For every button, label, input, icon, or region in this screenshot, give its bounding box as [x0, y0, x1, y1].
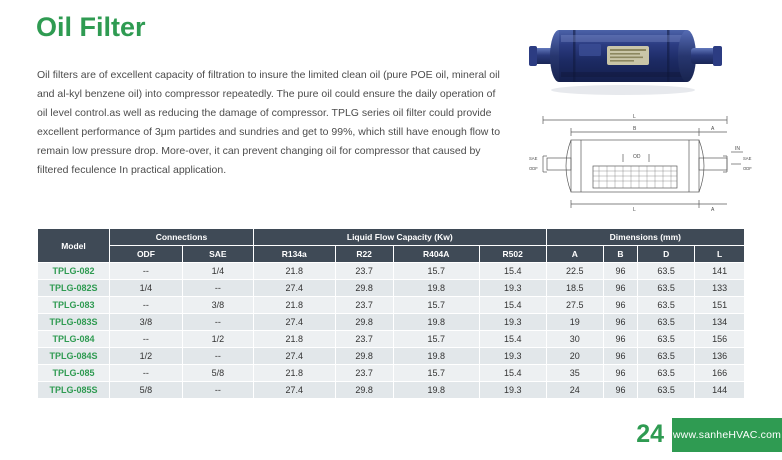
- dim-label-odf-left: ODF: [529, 166, 538, 171]
- table-row: [38, 365, 745, 382]
- cell-r502: 15.4: [479, 263, 546, 280]
- cell-dim-a: 24: [546, 382, 603, 399]
- cell-dim-d: 63.5: [638, 382, 695, 399]
- cell-r22: 23.7: [335, 297, 393, 314]
- header-odf: ODF: [110, 246, 183, 263]
- cell-sae: 5/8: [182, 365, 253, 382]
- header-dim-d: D: [638, 246, 695, 263]
- table-row: [38, 331, 745, 348]
- cell-r22: 23.7: [335, 263, 393, 280]
- cell-dim-d: 63.5: [638, 365, 695, 382]
- table-row: [38, 314, 745, 331]
- cell-dim-l: 133: [695, 280, 745, 297]
- cell-dim-a: 27.5: [546, 297, 603, 314]
- cell-r22: 29.8: [335, 348, 393, 365]
- dim-label-a-right: A: [711, 126, 715, 132]
- table-row: [38, 348, 745, 365]
- dim-label-l-bottom: L: [633, 207, 636, 213]
- cell-dim-b: 96: [603, 280, 637, 297]
- page-number: 24: [636, 420, 664, 448]
- header-dim-b: B: [603, 246, 637, 263]
- page-footer: [0, 406, 782, 460]
- cell-r502: 15.4: [479, 297, 546, 314]
- product-photo: [515, 4, 763, 108]
- cell-r134a: 21.8: [253, 297, 335, 314]
- header-liquid-flow-capacity: Liquid Flow Capacity (Kw): [253, 229, 546, 246]
- cell-r404a: 19.8: [393, 314, 479, 331]
- cell-dim-b: 96: [603, 297, 637, 314]
- cell-dim-l: 166: [695, 365, 745, 382]
- cell-dim-a: 18.5: [546, 280, 603, 297]
- cell-r404a: 19.8: [393, 348, 479, 365]
- table-row: [38, 263, 745, 280]
- cell-model: TPLG-084S: [38, 348, 110, 365]
- cell-sae: 1/2: [182, 331, 253, 348]
- cell-dim-l: 144: [695, 382, 745, 399]
- cell-dim-l: 141: [695, 263, 745, 280]
- cell-dim-b: 96: [603, 263, 637, 280]
- cell-dim-l: 136: [695, 348, 745, 365]
- cell-r404a: 15.7: [393, 297, 479, 314]
- cell-sae: --: [182, 348, 253, 365]
- dim-label-sae-right: SAE: [743, 156, 752, 161]
- cell-r404a: 15.7: [393, 263, 479, 280]
- table-row: [38, 297, 745, 314]
- cell-r22: 29.8: [335, 280, 393, 297]
- dim-label-od: OD: [633, 154, 641, 160]
- cell-dim-d: 63.5: [638, 263, 695, 280]
- cell-model: TPLG-083S: [38, 314, 110, 331]
- footer-website[interactable]: www.sanheHVAC.com: [672, 418, 782, 452]
- spec-table-group-header-row: [38, 229, 745, 246]
- spec-table: [37, 228, 745, 399]
- header-model: Model: [38, 229, 110, 263]
- dim-label-b: B: [633, 126, 637, 132]
- cell-model: TPLG-083: [38, 297, 110, 314]
- intro-paragraph: Oil filters are of excellent capacity of filtration to insure the limited clean oil (pure POE oil, mineral oil and al-kyl benzene oil) into compressor repeatedly. The pure oil could ensure the daily operation of oil level control.as well as reducing the damage of compressor. TPLG series oil filter could provide excellent performance of 3μm partides and sundries and get to 99%, which still have enough flow to remain low pressure drop. More-over, it can prevent changing oil for compressor that caused by filtered feculence In practical application.: [37, 69, 501, 176]
- spec-table-sub-header-row: [38, 246, 745, 263]
- header-connections: Connections: [110, 229, 254, 246]
- cell-sae: 1/4: [182, 263, 253, 280]
- cell-dim-b: 96: [603, 331, 637, 348]
- dim-label-a-bottom: A: [711, 207, 715, 213]
- cell-r502: 19.3: [479, 314, 546, 331]
- cell-dim-b: 96: [603, 348, 637, 365]
- cell-odf: 1/4: [110, 280, 183, 297]
- cell-sae: --: [182, 280, 253, 297]
- cell-r22: 29.8: [335, 314, 393, 331]
- cell-sae: --: [182, 314, 253, 331]
- header-r404a: R404A: [393, 246, 479, 263]
- table-row: [38, 280, 745, 297]
- dim-label-sae-left: SAE: [529, 156, 538, 161]
- cell-r134a: 27.4: [253, 314, 335, 331]
- cell-r404a: 15.7: [393, 365, 479, 382]
- cell-r404a: 19.8: [393, 280, 479, 297]
- cell-dim-b: 96: [603, 314, 637, 331]
- dim-label-l-top: L: [633, 114, 636, 120]
- page-title: Oil Filter: [36, 12, 146, 42]
- dim-label-odf-right: ODF: [743, 166, 752, 171]
- cell-r134a: 21.8: [253, 331, 335, 348]
- cell-dim-a: 20: [546, 348, 603, 365]
- cell-r134a: 27.4: [253, 348, 335, 365]
- header-r134a: R134a: [253, 246, 335, 263]
- cell-dim-d: 63.5: [638, 348, 695, 365]
- cell-odf: 1/2: [110, 348, 183, 365]
- cell-dim-l: 134: [695, 314, 745, 331]
- cell-odf: --: [110, 263, 183, 280]
- cell-r502: 19.3: [479, 280, 546, 297]
- header-r502: R502: [479, 246, 546, 263]
- header-sae: SAE: [182, 246, 253, 263]
- cell-model: TPLG-082S: [38, 280, 110, 297]
- cell-dim-b: 96: [603, 365, 637, 382]
- cell-r404a: 15.7: [393, 331, 479, 348]
- cell-dim-d: 63.5: [638, 314, 695, 331]
- cell-r22: 29.8: [335, 382, 393, 399]
- cell-model: TPLG-085: [38, 365, 110, 382]
- cell-r502: 15.4: [479, 331, 546, 348]
- cell-odf: --: [110, 365, 183, 382]
- header-r22: R22: [335, 246, 393, 263]
- cell-r22: 23.7: [335, 331, 393, 348]
- cell-dim-d: 63.5: [638, 297, 695, 314]
- header-dim-a: A: [546, 246, 603, 263]
- cell-dim-b: 96: [603, 382, 637, 399]
- cell-odf: 3/8: [110, 314, 183, 331]
- cell-r404a: 19.8: [393, 382, 479, 399]
- cell-r502: 19.3: [479, 348, 546, 365]
- cell-sae: 3/8: [182, 297, 253, 314]
- table-row: [38, 382, 745, 399]
- spec-table-body: [38, 263, 745, 399]
- spec-table-head: [38, 229, 745, 263]
- cell-model: TPLG-082: [38, 263, 110, 280]
- cell-sae: --: [182, 382, 253, 399]
- header-dim-l: L: [695, 246, 745, 263]
- cell-dim-a: 30: [546, 331, 603, 348]
- cell-dim-l: 151: [695, 297, 745, 314]
- cell-odf: --: [110, 297, 183, 314]
- spec-table-container: [37, 228, 745, 399]
- cell-dim-a: 22.5: [546, 263, 603, 280]
- cell-r22: 23.7: [335, 365, 393, 382]
- cell-r502: 15.4: [479, 365, 546, 382]
- cell-odf: 5/8: [110, 382, 183, 399]
- cell-model: TPLG-084: [38, 331, 110, 348]
- dim-label-in: IN: [735, 146, 740, 152]
- cell-dim-d: 63.5: [638, 331, 695, 348]
- cell-r502: 19.3: [479, 382, 546, 399]
- cell-r134a: 21.8: [253, 365, 335, 382]
- cell-odf: --: [110, 331, 183, 348]
- cell-dim-a: 19: [546, 314, 603, 331]
- technical-drawing: [515, 108, 763, 216]
- cell-r134a: 21.8: [253, 263, 335, 280]
- cell-dim-d: 63.5: [638, 280, 695, 297]
- cell-r134a: 27.4: [253, 280, 335, 297]
- cell-dim-l: 156: [695, 331, 745, 348]
- cell-r134a: 27.4: [253, 382, 335, 399]
- header-dimensions: Dimensions (mm): [546, 229, 744, 246]
- cell-dim-a: 35: [546, 365, 603, 382]
- cell-model: TPLG-085S: [38, 382, 110, 399]
